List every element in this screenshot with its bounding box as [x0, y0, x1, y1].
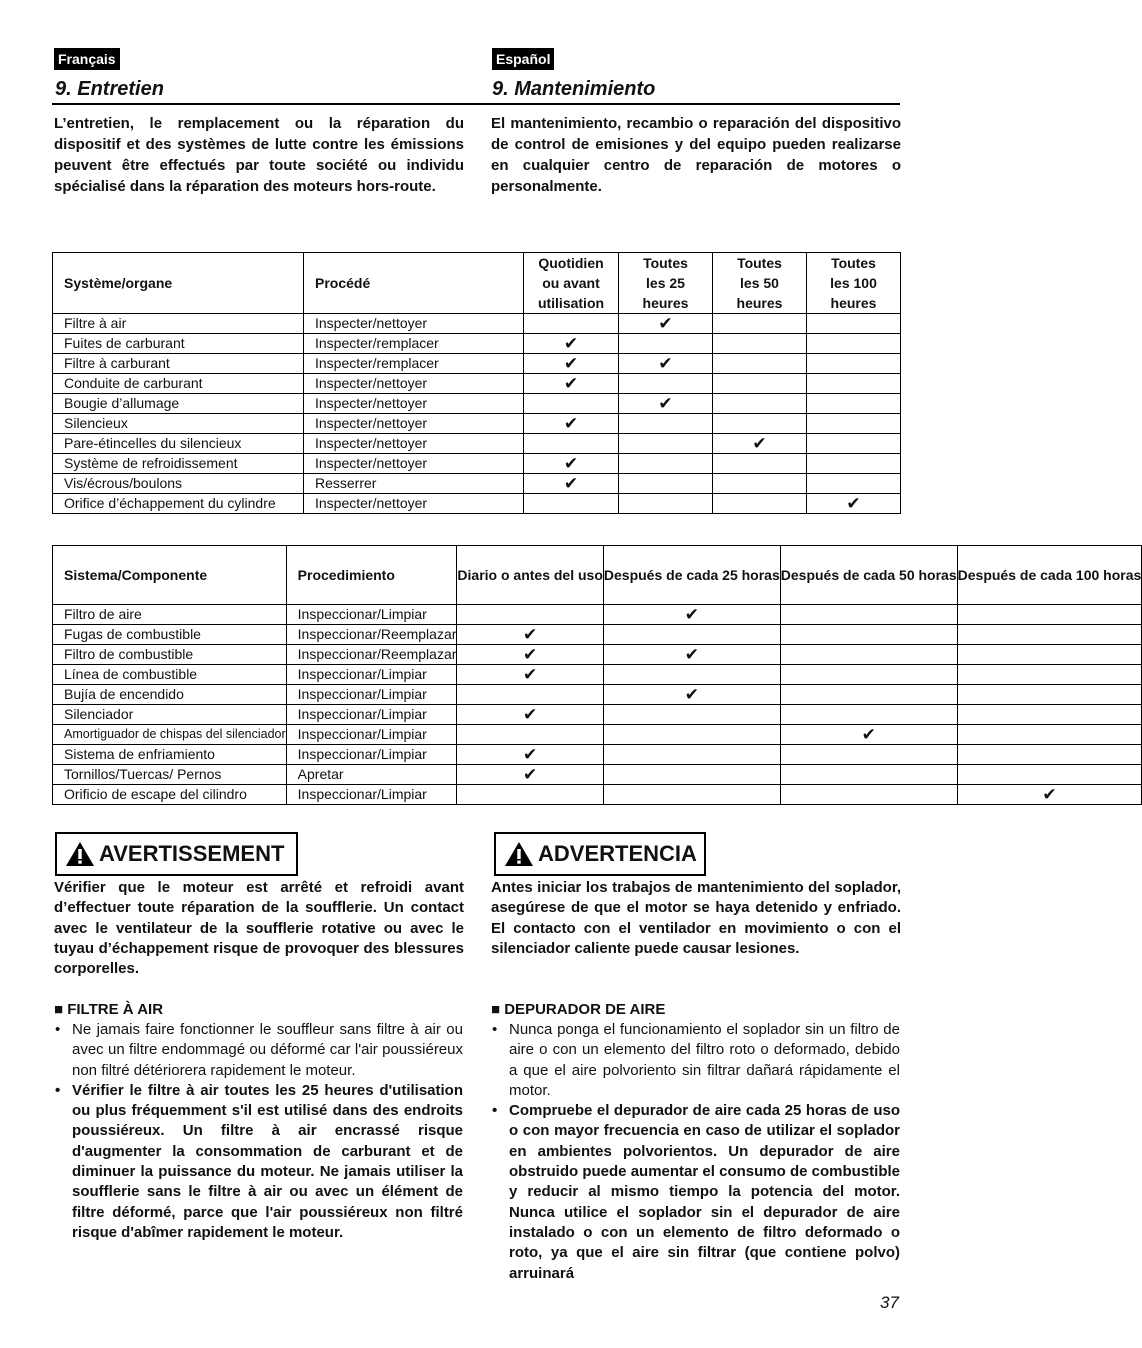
table-row — [53, 785, 1142, 805]
table-row — [53, 334, 901, 354]
table-row — [53, 725, 1142, 745]
check-cell — [457, 685, 603, 705]
table-header-row — [53, 253, 901, 314]
check-cell — [619, 414, 713, 434]
check-cell: ✔ — [713, 434, 807, 454]
check-cell — [807, 334, 901, 354]
check-cell — [457, 725, 603, 745]
table-row — [53, 685, 1142, 705]
table-cell: Inspeccionar/Limpiar — [286, 605, 457, 625]
table-cell: Inspecter/remplacer — [304, 354, 524, 374]
table-cell: Orificio de escape del cilindro — [53, 785, 287, 805]
filter-bullets-french — [53, 1020, 463, 1243]
check-cell: ✔ — [457, 645, 603, 665]
table-cell: Inspecter/nettoyer — [304, 314, 524, 334]
table-header-cell: Procédé — [304, 253, 524, 314]
check-cell — [619, 334, 713, 354]
warning-triangle-icon — [504, 841, 534, 867]
check-cell: ✔ — [807, 494, 901, 514]
check-cell — [780, 765, 957, 785]
table-header-cell: Después de cada 50 horas — [780, 546, 957, 605]
table-row — [53, 645, 1142, 665]
check-cell — [780, 665, 957, 685]
table-header-cell: Quotidien ou avant utilisation — [524, 253, 619, 314]
check-cell — [603, 725, 780, 745]
check-cell — [713, 454, 807, 474]
check-cell — [780, 605, 957, 625]
check-cell — [957, 745, 1142, 765]
check-cell: ✔ — [524, 334, 619, 354]
section-title-french: 9. Entretien — [55, 78, 164, 100]
check-cell — [780, 625, 957, 645]
check-cell — [524, 394, 619, 414]
table-cell: Inspecter/nettoyer — [304, 494, 524, 514]
check-cell — [603, 745, 780, 765]
table-cell: Sistema de enfriamiento — [53, 745, 287, 765]
check-cell — [603, 785, 780, 805]
check-cell — [957, 665, 1142, 685]
filter-heading-french: ■ FILTRE À AIR — [54, 1001, 164, 1018]
table-header-row — [53, 546, 1142, 605]
table-cell: Silencieux — [53, 414, 304, 434]
warning-text-french: Vérifier que le moteur est arrêté et refroidi avant d’effectuer toute réparation de la soufflerie. Un contact avec le ventilateur de la soufflerie rotative ou avec le tuyau d’échappement risque de provoquer des blessures corporelles. — [54, 879, 464, 978]
check-cell: ✔ — [524, 454, 619, 474]
warning-label-spanish: ADVERTENCIA — [538, 841, 697, 866]
table-cell: Inspeccionar/Reemplazar — [286, 645, 457, 665]
table-row — [53, 765, 1142, 785]
check-cell — [807, 434, 901, 454]
table-row — [53, 745, 1142, 765]
check-cell: ✔ — [457, 625, 603, 645]
check-cell — [603, 705, 780, 725]
table-cell: Orifice d’échappement du cylindre — [53, 494, 304, 514]
table-row — [53, 314, 901, 334]
warning-box-french — [55, 832, 298, 876]
bullet-item: • Compruebe el depurador de aire cada 25 horas de uso o con mayor frecuencia en caso de utilizar el soplador en ambientes polvorientos. Un depurador de aire obstruido puede aumentar el consumo de combustible y reducir al mismo tiempo la potencia del motor. Nunca utilice el soplador sin el depurador de aire instalado o con un elemento de filtro deformado o roto, ya que el aire sin filtrar (que contiene polvo) arruinará — [490, 1101, 900, 1284]
table-row — [53, 454, 901, 474]
table-cell: Inspeccionar/Limpiar — [286, 705, 457, 725]
table-cell: Inspecter/nettoyer — [304, 394, 524, 414]
check-cell — [524, 434, 619, 454]
table-header-cell: Toutes les 100 heures — [807, 253, 901, 314]
table-row — [53, 414, 901, 434]
check-cell: ✔ — [957, 785, 1142, 805]
check-cell — [619, 494, 713, 514]
check-cell — [457, 605, 603, 625]
bullet-item: • Vérifier le filtre à air toutes les 25 heures d'utilisation ou plus fréquemment s'il est utilisé dans des endroits poussiéreux. Un filtre à air encrassé risque d'augmenter la consommation de carburant et de diminuer la puissance du moteur. Ne jamais utiliser la soufflerie sans le filtre à air ou avec un élément de filtre déformé, parce que l'air poussiéreux non filtré risque d'abîmer rapidement le moteur. — [53, 1081, 463, 1243]
check-cell — [957, 705, 1142, 725]
language-tag-spanish: Español — [492, 48, 554, 70]
warning-triangle-icon — [65, 841, 95, 867]
table-cell: Inspecter/nettoyer — [304, 374, 524, 394]
check-cell — [957, 625, 1142, 645]
check-cell — [957, 605, 1142, 625]
check-cell: ✔ — [457, 765, 603, 785]
table-header-cell: Procedimiento — [286, 546, 457, 605]
check-cell: ✔ — [780, 725, 957, 745]
check-cell: ✔ — [457, 745, 603, 765]
language-tag-french: Français — [54, 48, 120, 70]
table-cell: Filtro de aire — [53, 605, 287, 625]
table-cell: Pare-étincelles du silencieux — [53, 434, 304, 454]
table-cell: Silenciador — [53, 705, 287, 725]
check-cell — [780, 685, 957, 705]
check-cell — [524, 314, 619, 334]
check-cell: ✔ — [603, 605, 780, 625]
table-row — [53, 374, 901, 394]
check-cell — [957, 765, 1142, 785]
maintenance-table-french — [52, 252, 901, 514]
check-cell: ✔ — [603, 645, 780, 665]
check-cell — [713, 494, 807, 514]
table-cell: Tornillos/Tuercas/ Pernos — [53, 765, 287, 785]
check-cell — [713, 354, 807, 374]
check-cell — [957, 645, 1142, 665]
check-cell — [524, 494, 619, 514]
table-cell: Inspecter/nettoyer — [304, 434, 524, 454]
table-header-cell: Después de cada 100 horas — [957, 546, 1142, 605]
table-row — [53, 494, 901, 514]
warning-box-spanish — [494, 832, 706, 876]
bullet-item: • Ne jamais faire fonctionner le souffleur sans filtre à air ou avec un filtre endommagé ou déformé car l'air poussiéreux non filtré détériorera rapidement le moteur. — [53, 1020, 463, 1081]
check-cell — [807, 394, 901, 414]
warning-text-spanish: Antes iniciar los trabajos de mantenimiento del soplador, asegúrese de que el motor se haya detenido y enfriado. El contacto con el ventilador en movimiento o con el silenciador caliente puede causar lesiones. — [491, 879, 901, 957]
filter-heading-spanish: ■ DEPURADOR DE AIRE — [491, 1001, 666, 1018]
table-cell: Filtre à carburant — [53, 354, 304, 374]
maintenance-table-spanish — [52, 545, 1142, 805]
check-cell: ✔ — [603, 685, 780, 705]
warning-label-french: AVERTISSEMENT — [99, 841, 285, 866]
check-cell — [603, 765, 780, 785]
check-cell — [957, 685, 1142, 705]
check-cell — [713, 474, 807, 494]
table-cell: Fugas de combustible — [53, 625, 287, 645]
table-cell: Fuites de carburant — [53, 334, 304, 354]
table-cell: Inspeccionar/Limpiar — [286, 745, 457, 765]
check-cell — [807, 474, 901, 494]
check-cell — [807, 414, 901, 434]
page-number: 37 — [880, 1293, 899, 1312]
table-row — [53, 605, 1142, 625]
check-cell — [780, 705, 957, 725]
check-cell — [619, 454, 713, 474]
table-cell: Bujía de encendido — [53, 685, 287, 705]
table-cell: Inspecter/remplacer — [304, 334, 524, 354]
table-row — [53, 354, 901, 374]
table-header-cell: Toutes les 25 heures — [619, 253, 713, 314]
table-cell: Inspeccionar/Limpiar — [286, 785, 457, 805]
table-cell: Filtro de combustible — [53, 645, 287, 665]
check-cell — [807, 454, 901, 474]
check-cell: ✔ — [619, 354, 713, 374]
intro-french: L’entretien, le remplacement ou la réparation du dispositif et des systèmes de lutte contre les émissions peuvent être effectués par toute société ou individu spécialisé dans la réparation des moteurs hors-route. — [54, 115, 464, 195]
check-cell — [713, 374, 807, 394]
check-cell — [780, 745, 957, 765]
check-cell: ✔ — [619, 394, 713, 414]
check-cell — [713, 414, 807, 434]
table-cell: Amortiguador de chispas del silenciador — [53, 725, 287, 745]
check-cell — [713, 314, 807, 334]
check-cell: ✔ — [524, 414, 619, 434]
check-cell — [619, 374, 713, 394]
check-cell — [957, 725, 1142, 745]
table-cell: Resserrer — [304, 474, 524, 494]
check-cell — [780, 785, 957, 805]
check-cell — [807, 374, 901, 394]
table-row — [53, 474, 901, 494]
check-cell — [457, 785, 603, 805]
filter-bullets-spanish — [490, 1020, 900, 1284]
check-cell — [713, 394, 807, 414]
table-cell: Inspeccionar/Limpiar — [286, 725, 457, 745]
section-title-spanish: 9. Mantenimiento — [492, 78, 656, 100]
check-cell: ✔ — [457, 705, 603, 725]
table-row — [53, 705, 1142, 725]
table-row — [53, 625, 1142, 645]
table-header-cell: Sistema/Componente — [53, 546, 287, 605]
check-cell — [713, 334, 807, 354]
table-cell: Apretar — [286, 765, 457, 785]
table-cell: Bougie d’allumage — [53, 394, 304, 414]
table-header-cell: Toutes les 50 heures — [713, 253, 807, 314]
check-cell: ✔ — [619, 314, 713, 334]
title-divider — [52, 103, 900, 105]
bullet-item: • Nunca ponga el funcionamiento el soplador sin un filtro de aire o con un elemento del filtro roto o deformado, debido a que el aire polvoriento sin filtrar dañará rápidamente el motor. — [490, 1020, 900, 1101]
table-cell: Inspeccionar/Limpiar — [286, 665, 457, 685]
check-cell: ✔ — [524, 474, 619, 494]
check-cell: ✔ — [524, 354, 619, 374]
table-cell: Inspecter/nettoyer — [304, 414, 524, 434]
check-cell — [619, 434, 713, 454]
check-cell — [807, 354, 901, 374]
table-header-cell: Système/organe — [53, 253, 304, 314]
table-cell: Inspeccionar/Limpiar — [286, 685, 457, 705]
check-cell: ✔ — [457, 665, 603, 685]
table-cell: Línea de combustible — [53, 665, 287, 685]
table-cell: Conduite de carburant — [53, 374, 304, 394]
check-cell — [807, 314, 901, 334]
check-cell: ✔ — [524, 374, 619, 394]
check-cell — [603, 665, 780, 685]
table-header-cell: Después de cada 25 horas — [603, 546, 780, 605]
table-cell: Filtre à air — [53, 314, 304, 334]
table-cell: Vis/écrous/boulons — [53, 474, 304, 494]
check-cell — [619, 474, 713, 494]
table-row — [53, 434, 901, 454]
table-cell: Inspeccionar/Reemplazar — [286, 625, 457, 645]
table-row — [53, 665, 1142, 685]
check-cell — [780, 645, 957, 665]
table-cell: Système de refroidissement — [53, 454, 304, 474]
table-row — [53, 394, 901, 414]
check-cell — [603, 625, 780, 645]
table-header-cell: Diario o antes del uso — [457, 546, 603, 605]
intro-spanish: El mantenimiento, recambio o reparación del dispositivo de control de emisiones y del equipo pueden realizarse en cualquier centro de reparación de motores o personalmente. — [491, 115, 901, 195]
table-cell: Inspecter/nettoyer — [304, 454, 524, 474]
